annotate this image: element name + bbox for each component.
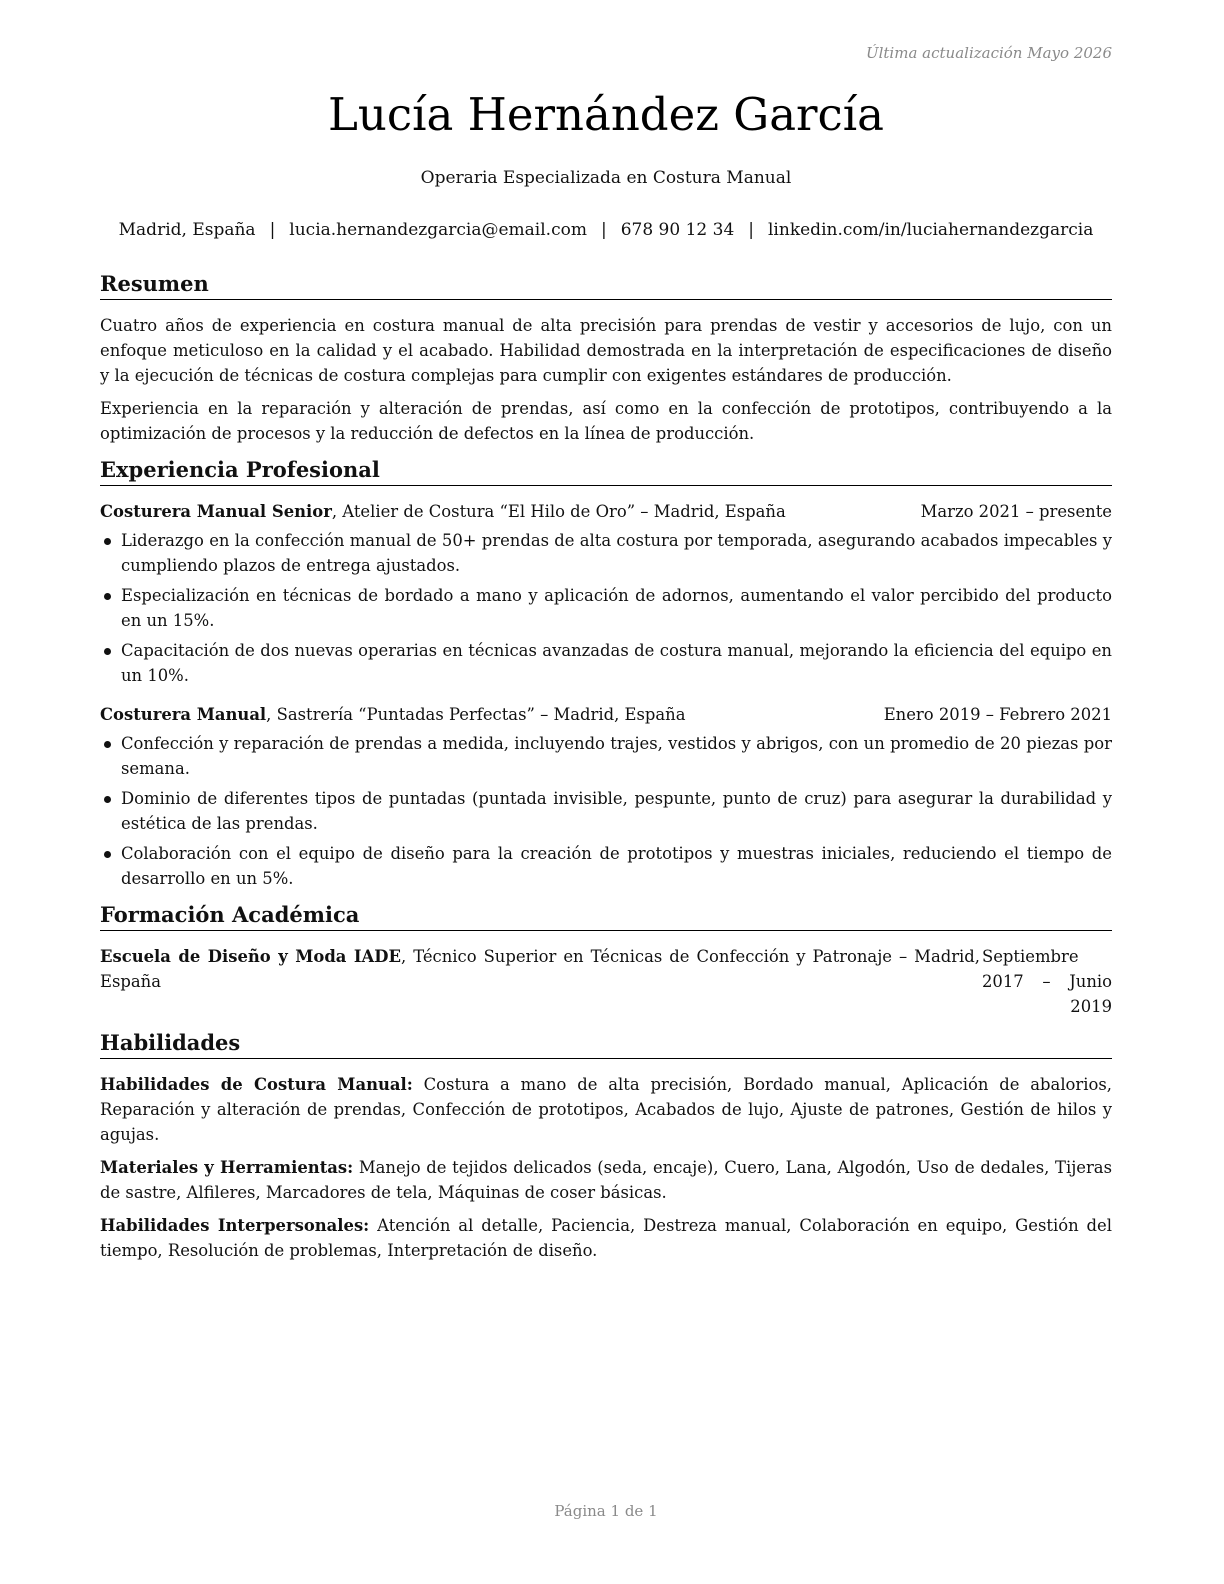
job-header [100,499,1112,524]
education-entry [100,944,1112,1019]
summary-paragraph: Experiencia en la reparación y alteración de prendas, así como en la confección de prototipos, contribuyendo a la optimización de procesos y la reducción de defectos en la línea de producción. [100,399,1112,443]
education-detail: , Técnico Superior en Técnicas de Confección y Patronaje – Madrid, España [100,947,980,991]
job-title: Operaria Especializada en Costura Manual [420,168,792,188]
last-updated: Última actualización Mayo 2026 [865,44,1112,62]
job-bullet: Liderazgo en la confección manual de 50+ prendas de alta costura por temporada, asegurando acabados impecables y cumpliendo plazos de entrega ajustados. [100,528,1112,578]
job-role-org [100,499,786,524]
contact-linkedin[interactable]: linkedin.com/in/luciahernandezgarcia [768,220,1094,240]
education-school: Escuela de Diseño y Moda IADE [100,947,401,966]
job-dates: Enero 2019 – Febrero 2021 [883,705,1112,724]
job-role: Costurera Manual Senior [100,502,332,521]
job-entry [100,702,1112,891]
section-title-skills: Habilidades [100,1029,1112,1059]
skills-section [100,1029,1112,1263]
summary-paragraph: Cuatro años de experiencia en costura manual de alta precisión para prendas de vestir y accesorios de lujo, con un enfoque meticuloso en la calidad y el acabado. Habilidad demostrada en la interpretación de especificaciones de diseño y la ejecución de técnicas de costura complejas para cumplir con exigentes estándares de producción. [100,316,1112,385]
contact-location: Madrid, España [118,220,256,240]
skill-label: Materiales y Herramientas: [100,1158,354,1177]
job-header [100,702,1112,727]
job-bullet: Colaboración con el equipo de diseño para la creación de prototipos y muestras iniciales, reduciendo el tiempo de desarrollo en un 5%. [100,841,1112,891]
skill-group [100,1155,1112,1205]
skill-text: Manejo de tejidos delicados (seda, encaje), Cuero, Lana, Algodón, Uso de dedales, Tijeras de sastre, Alfileres, Marcadores de tela, Máquinas de coser básicas. [100,1158,1112,1202]
job-bullets [100,528,1112,688]
page-number: Página 1 de 1 [554,1502,658,1520]
skill-label: Habilidades Interpersonales: [100,1216,370,1235]
candidate-name: Lucía Hernández García [328,88,884,141]
job-role-org [100,702,686,727]
contact-separator: | [748,220,754,240]
summary-section [100,270,1112,446]
section-title-experience: Experiencia Profesional [100,456,1112,486]
contact-separator: | [269,220,276,240]
skill-group [100,1072,1112,1147]
contact-separator: | [600,220,607,240]
job-bullet: Dominio de diferentes tipos de puntadas (puntada invisible, pespunte, punto de cruz) para asegurar la durabilidad y estética de las prendas. [100,786,1112,836]
job-org: , Sastrería “Puntadas Perfectas” – Madrid, España [266,705,686,724]
education-dates: Septiembre 2017 – Junio 2019 [982,947,1112,1016]
skill-text: Atención al detalle, Paciencia, Destreza manual, Colaboración en equipo, Gestión del tiempo, Resolución de problemas, Interpretación de diseño. [100,1216,1112,1260]
section-title-education: Formación Académica [100,901,1112,931]
skill-text: Costura a mano de alta precisión, Bordado manual, Aplicación de abalorios, Reparación y alteración de prendas, Confección de prototipos, Acabados de lujo, Ajuste de patrones, Gestión de hilos y agujas. [100,1075,1112,1144]
education-institution [100,944,980,1019]
contact-phone: 678 90 12 34 [620,220,735,240]
contact-line [100,220,1112,240]
job-bullet: Confección y reparación de prendas a medida, incluyendo trajes, vestidos y abrigos, con un promedio de 20 piezas por semana. [100,731,1112,781]
contact-email[interactable]: lucia.hernandezgarcia@email.com [289,220,587,240]
experience-section [100,456,1112,891]
resume-page [100,0,1112,1584]
job-org: , Atelier de Costura “El Hilo de Oro” – Madrid, España [331,502,786,521]
section-title-summary: Resumen [100,270,1112,300]
job-bullets [100,731,1112,891]
resume-content [100,270,1112,1273]
education-section [100,901,1112,1019]
job-bullet: Especialización en técnicas de bordado a mano y aplicación de adornos, aumentando el valor percibido del producto en un 15%. [100,583,1112,633]
job-entry [100,499,1112,688]
job-role: Costurera Manual [100,705,267,724]
job-bullet: Capacitación de dos nuevas operarias en técnicas avanzadas de costura manual, mejorando la eficiencia del equipo en un 10%. [100,638,1112,688]
job-dates: Marzo 2021 – presente [920,502,1112,521]
skill-label: Habilidades de Costura Manual: [100,1075,413,1094]
skill-group [100,1213,1112,1263]
